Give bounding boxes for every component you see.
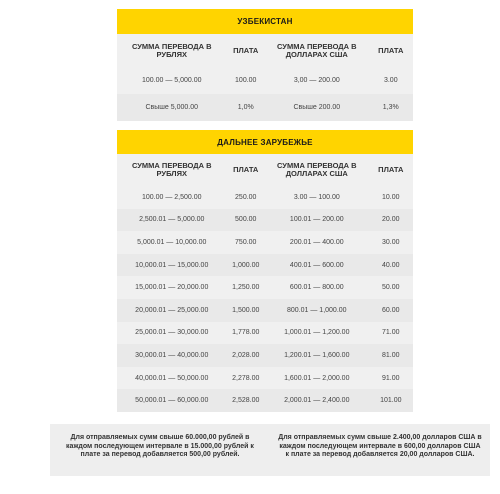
usd-range-cell: 100.01 — 200.00 (265, 209, 369, 232)
header-fee: ПЛАТА (378, 165, 404, 174)
usd-fee-cell: 71.00 (382, 329, 400, 337)
uzbekistan-table (117, 34, 413, 121)
header-rub-amount: СУММА ПЕРЕВОДА В РУБЛЯХ (131, 41, 212, 59)
usd-range-cell: 800.01 — 1,000.00 (265, 299, 369, 322)
usd-fee-cell: 40.00 (369, 254, 413, 277)
usd-fee-cell: 60.00 (369, 299, 413, 322)
header-rub-amount: СУММА ПЕРЕВОДА В РУБЛЯХ (131, 161, 212, 178)
table-row (117, 231, 413, 254)
usd-fee-cell: 20.00 (369, 209, 413, 232)
usd-range-cell: 400.01 — 600.00 (265, 254, 369, 277)
usd-range-cell: Свыше 200.00 (265, 94, 369, 121)
usd-fee-cell: 91.00 (382, 374, 400, 382)
header-usd-amount: СУММА ПЕРЕВОДА В ДОЛЛАРАХ США (276, 41, 357, 59)
table-row (117, 276, 413, 299)
usd-fee-cell: 30.00 (382, 238, 400, 246)
table-row (117, 254, 413, 277)
rub-range-cell: 100.00 — 2,500.00 (141, 193, 202, 201)
rub-range-cell: 40,000.01 — 50,000.00 (135, 374, 209, 382)
rub-fee-cell: 750.00 (235, 238, 257, 246)
usd-fee-cell: 81.00 (369, 344, 413, 367)
rub-range-cell: 50,000.01 — 60,000.00 (117, 389, 227, 412)
rub-fee-cell: 250.00 (235, 193, 257, 201)
table-row (117, 344, 413, 367)
table-row (117, 209, 413, 232)
usd-fee-cell: 10.00 (382, 193, 400, 201)
rub-fee-cell: 1,500.00 (227, 299, 265, 322)
usd-range-cell: 1,600.01 — 2,000.00 (284, 374, 350, 382)
rub-fee-cell: 100.00 (235, 77, 257, 84)
rub-range-cell: 20,000.01 — 25,000.00 (117, 299, 227, 322)
abroad-table (117, 154, 413, 412)
rub-fee-cell: 2,028.00 (227, 344, 265, 367)
table-row (117, 367, 413, 390)
usd-range-cell: 3.00 — 100.00 (293, 193, 340, 201)
header-fee: ПЛАТА (378, 45, 404, 55)
rub-fee-cell: 1,000.00 (227, 254, 265, 277)
rub-fee-cell: 500.00 (227, 209, 265, 232)
usd-fee-cell: 1,3% (369, 94, 413, 121)
uzbekistan-title: УЗБЕКИСТАН (117, 9, 413, 34)
header-usd-amount: СУММА ПЕРЕВОДА В ДОЛЛАРАХ США (276, 161, 357, 178)
uzbekistan-section (117, 9, 413, 121)
rub-fee-cell: 2,528.00 (227, 389, 265, 412)
usd-fee-cell: 50.00 (382, 284, 400, 292)
notes-panel (50, 424, 490, 476)
abroad-section (117, 130, 413, 412)
table-row (117, 299, 413, 322)
table-row (117, 322, 413, 345)
abroad-title: ДАЛЬНЕЕ ЗАРУБЕЖЬЕ (117, 130, 413, 154)
header-fee: ПЛАТА (233, 45, 259, 55)
rub-range-cell: 25,000.01 — 30,000.00 (135, 329, 209, 337)
usd-range-cell: 1,200.01 — 1,600.00 (265, 344, 369, 367)
rub-range-cell: 10,000.01 — 15,000.00 (117, 254, 227, 277)
table-row (117, 67, 413, 94)
rub-range-cell: Свыше 5,000.00 (117, 94, 227, 121)
rub-fee-cell: 1,778.00 (232, 329, 260, 337)
rub-range-cell: 5,000.01 — 10,000.00 (137, 238, 207, 246)
header-fee: ПЛАТА (233, 165, 259, 174)
rub-range-cell: 2,500.01 — 5,000.00 (117, 209, 227, 232)
usd-fee-cell: 101.00 (369, 389, 413, 412)
note-usd: Для отправляемых сумм свыше 2.400,00 долларов США в каждом последующем интервале в 600,00 долларов США к плате за перевод добавляется 20,00 долларов США. (278, 434, 482, 458)
rub-fee-cell: 2,278.00 (232, 374, 260, 382)
note-rub: Для отправляемых сумм свыше 60.000,00 рублей в каждом последующем интервале в 15.000,00 рублей к плате за перевод добавляется 500,00 рублей. (66, 434, 254, 458)
usd-range-cell: 1,000.01 — 1,200.00 (284, 329, 350, 337)
table-row (117, 186, 413, 209)
rub-range-cell: 100.00 — 5,000.00 (141, 77, 202, 84)
usd-range-cell: 2,000.01 — 2,400.00 (265, 389, 369, 412)
rub-fee-cell: 1,0% (227, 94, 265, 121)
table-row (117, 389, 413, 412)
rub-fee-cell: 1,250.00 (232, 284, 260, 292)
rub-range-cell: 30,000.01 — 40,000.00 (117, 344, 227, 367)
table-row (117, 94, 413, 121)
usd-fee-cell: 3.00 (383, 77, 398, 84)
usd-range-cell: 3,00 — 200.00 (293, 77, 340, 84)
rub-range-cell: 15,000.01 — 20,000.00 (135, 284, 209, 292)
usd-range-cell: 200.01 — 400.00 (289, 238, 344, 246)
usd-range-cell: 600.01 — 800.00 (289, 284, 344, 292)
